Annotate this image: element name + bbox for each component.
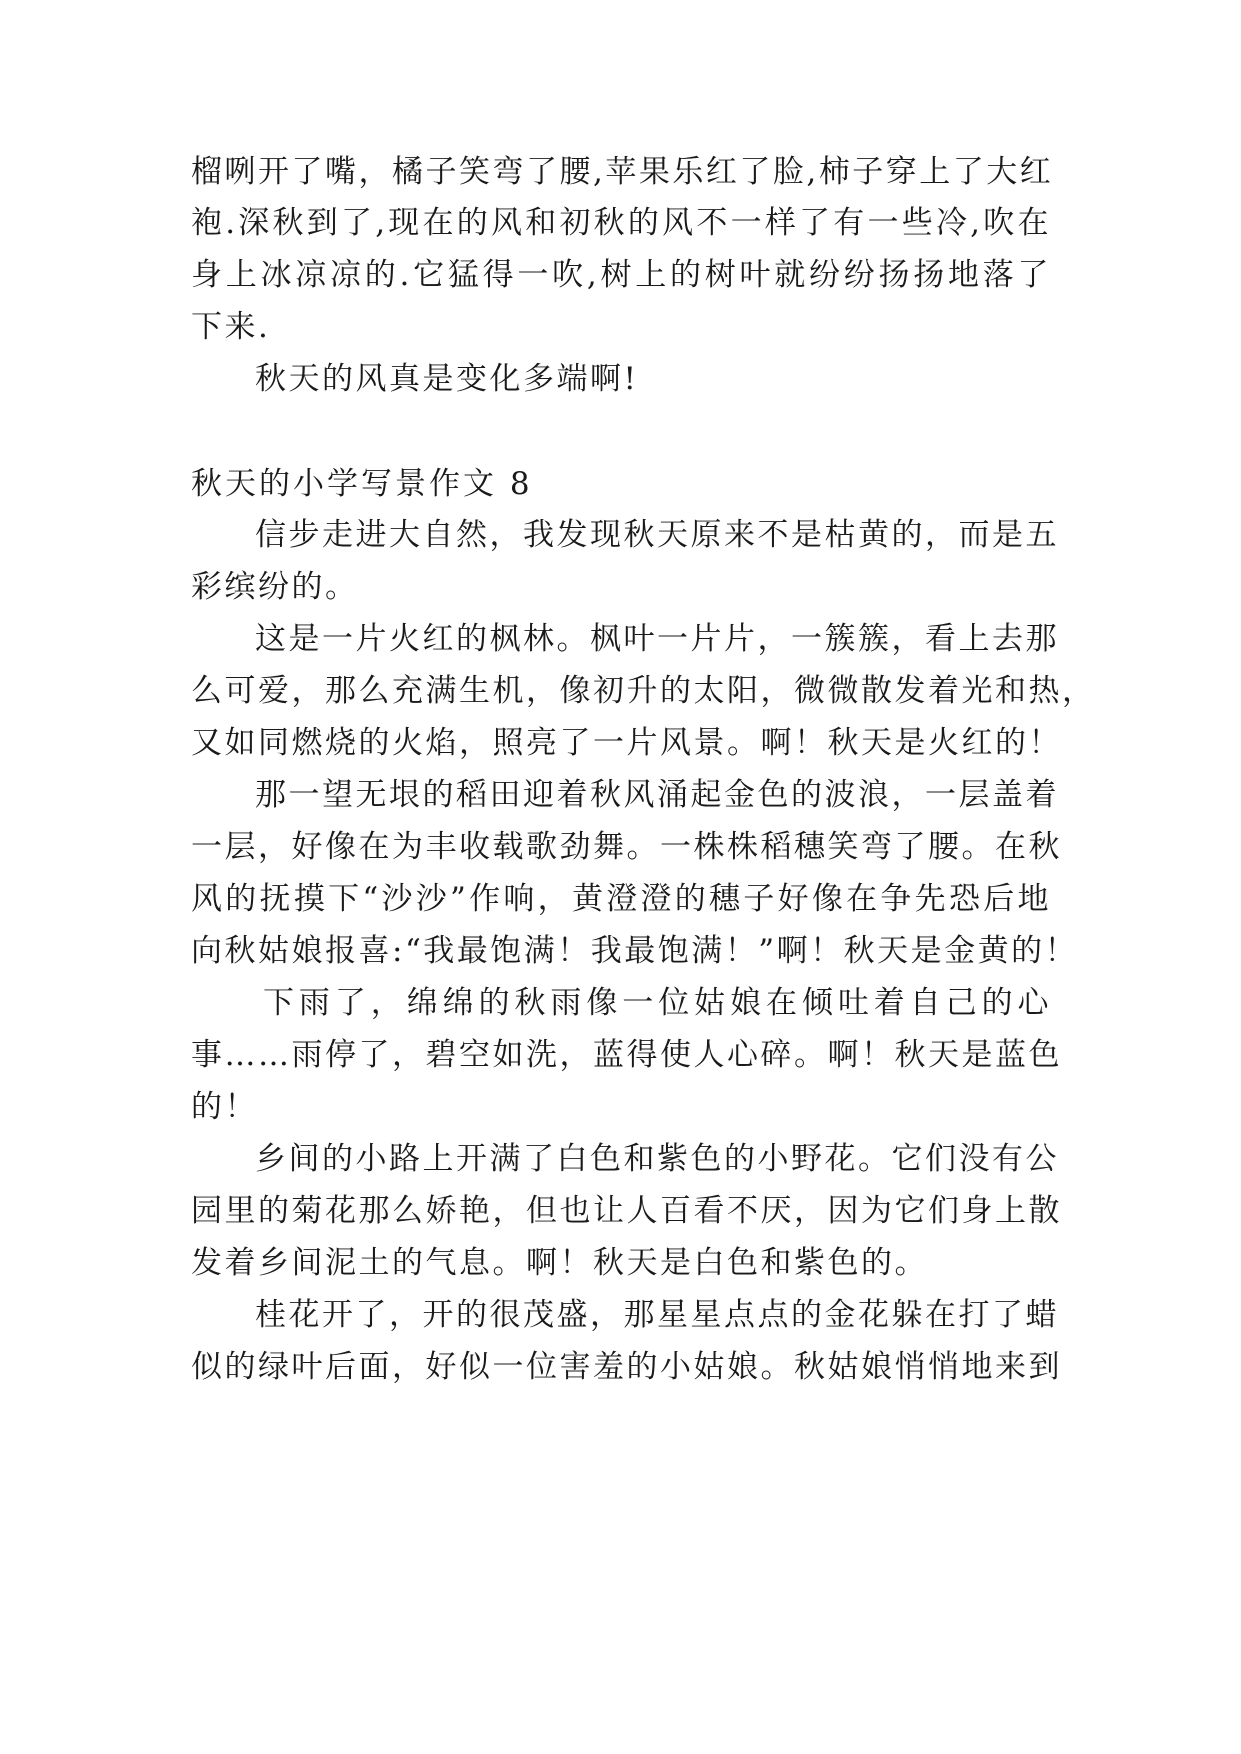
text-line: 园里的菊花那么娇艳，但也让人百看不厌，因为它们身上散: [191, 1193, 1062, 1229]
text-line: 事……雨停了，碧空如洗，蓝得使人心碎。啊！秋天是蓝色: [191, 1037, 1062, 1073]
text-line: 信步走进大自然，我发现秋天原来不是枯黄的，而是五: [255, 517, 1059, 553]
text-line: 桂花开了，开的很茂盛，那星星点点的金花躲在打了蜡: [255, 1297, 1059, 1333]
text-line: 向秋姑娘报喜:“我最饱满！我最饱满！”啊！秋天是金黄的！: [191, 933, 1079, 969]
text-line: 秋天的风真是变化多端啊!: [255, 361, 639, 397]
text-line: 的！: [191, 1089, 258, 1125]
section-heading: 秋天的小学写景作文 8: [191, 466, 533, 502]
text-line: 那一望无垠的稻田迎着秋风涌起金色的波浪，一层盖着: [255, 777, 1059, 813]
text-line: 一层，好像在为丰收载歌劲舞。一株株稻穗笑弯了腰。在秋: [191, 829, 1062, 865]
text-line: 身上冰凉凉的.它猛得一吹,树上的树叶就纷纷扬扬地落了: [191, 257, 1051, 293]
text-line: 乡间的小路上开满了白色和紫色的小野花。它们没有公: [255, 1141, 1059, 1177]
text-line: 彩缤纷的。: [191, 569, 359, 605]
text-line: 袍.深秋到了,现在的风和初秋的风不一样了有一些冷,吹在: [191, 205, 1051, 241]
text-line: 下雨了，绵绵的秋雨像一位姑娘在倾吐着自己的心: [263, 985, 1051, 1021]
text-line: 似的绿叶后面，好似一位害羞的小姑娘。秋姑娘悄悄地来到: [191, 1349, 1062, 1385]
text-line: 这是一片火红的枫林。枫叶一片片，一簇簇，看上去那: [255, 621, 1059, 657]
text-line: 发着乡间泥土的气息。啊！秋天是白色和紫色的。: [191, 1245, 928, 1281]
text-line: 风的抚摸下“沙沙”作响，黄澄澄的穗子好像在争先恐后地: [191, 881, 1051, 917]
text-line: 又如同燃烧的火焰，照亮了一片风景。啊！秋天是火红的！: [191, 725, 1062, 761]
text-line: 榴咧开了嘴，橘子笑弯了腰,苹果乐红了脸,柿子穿上了大红: [191, 154, 1054, 190]
text-line: 么可爱，那么充满生机，像初升的太阳，微微散发着光和热，: [191, 673, 1096, 709]
text-line: 下来.: [191, 309, 271, 345]
